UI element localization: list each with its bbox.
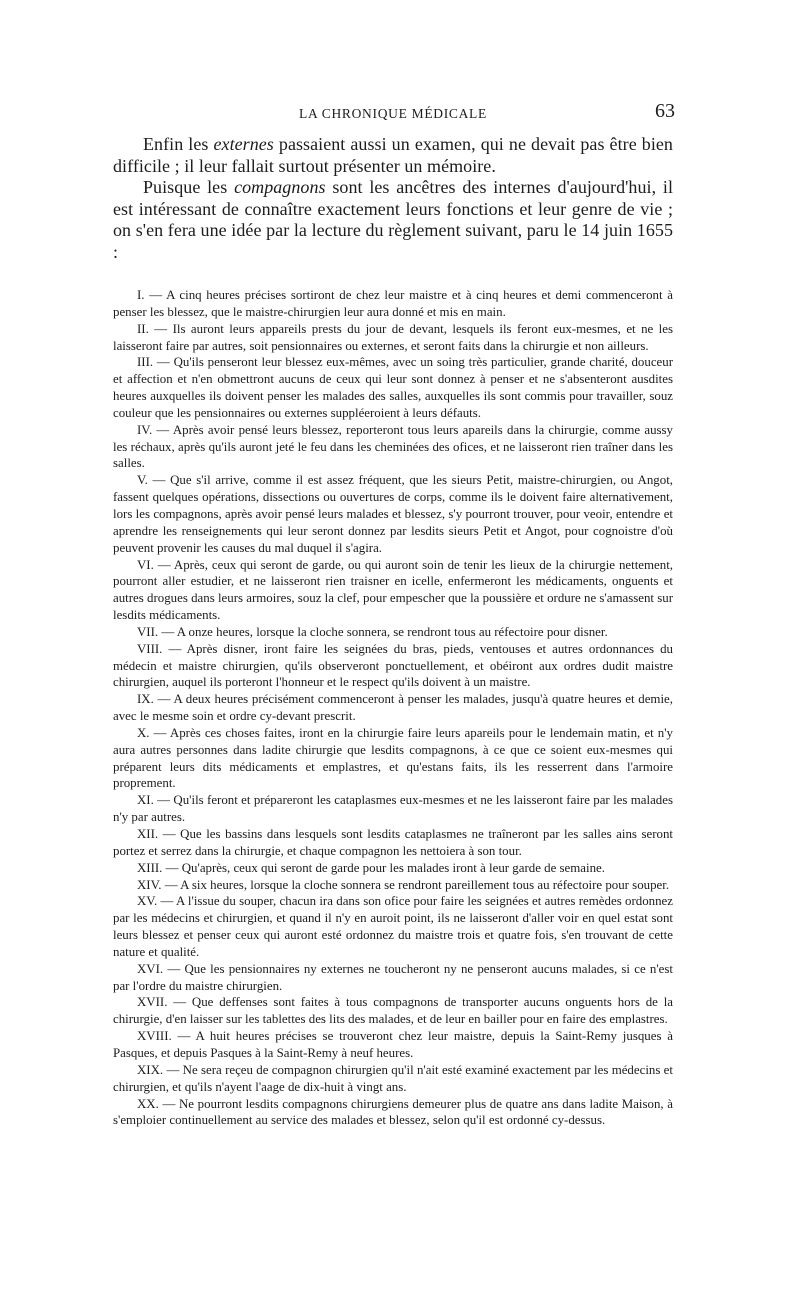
article-10: X. — Après ces choses faites, iront en la chirurgie faire leurs apareils pour le lendemain matin, et n'y aura autres personnes dans ladite chirurgie que lesdits compagnons, à ce que ce soient eux-mesmes qui préparent leurs dits médicaments et emplastres, et qu'estans faits, ils les resserrent dans l'armoire proprement. (113, 725, 673, 791)
article-19: XIX. — Ne sera reçeu de compagnon chirurgien qu'il n'ait esté examiné exactement par les médecins et chirurgien, et qu'ils n'ayent l'aage de dix-huit à vingt ans. (113, 1062, 673, 1094)
article-9: IX. — A deux heures précisément commenceront à penser les malades, jusqu'à quatre heures et demie, avec le mesme soin et ordre cy-devant prescrit. (113, 692, 673, 724)
article-3: III. — Qu'ils penseront leur blessez eux-mêmes, avec un soing très particulier, grande charité, douceur et affection et n'en obmettront aucuns de ceux qui leur sont donnez à penser et ne s'absenteront ausdites heures auxquelles ils doivent penser les malades des salles, auxquelles ils sont commis pour travailler, souz couleur que les pensionnaires ou externes suppléeroient à leurs défauts. (113, 355, 673, 420)
article-8: VIII. — Après disner, iront faire les seignées du bras, pieds, ventouses et autres ordonnances du médecin et maistre chirurgien, qu'ils observeront ponctuellement, et obéiront aux ordres dudit maistre chirurgien, auquel ils porteront l'honneur et le respect qu'ils doivent à un maistre. (113, 641, 673, 690)
article-2: II. — Ils auront leurs appareils prests du jour de devant, lesquels ils feront eux-mesmes, et ne les laisseront faire par autres, soit pensionnaires ou externes, et seront faits dans la chirurgie et non ailleurs. (113, 321, 673, 353)
reglement-articles (113, 287, 673, 1129)
article-15: XV. — A l'issue du souper, chacun ira dans son ofice pour faire les seignées et autres remèdes ordonnez par les médecins et chirurgien, et quand il n'y en auroit point, ils ne laisseront d'aller voir en quel estat sont leurs blessez et penser ceux qui auront esté ordonnez du maistre trois et quatre fois, s'en trouvant de cette nature et qualité. (113, 894, 673, 959)
page-header (113, 100, 673, 134)
article-14: XIV. — A six heures, lorsque la cloche sonnera se rendront pareillement tous au réfectoire pour souper. (137, 877, 670, 892)
running-title: LA CHRONIQUE MÉDICALE (299, 106, 487, 121)
intro-text (113, 134, 673, 263)
article-17: XVII. — Que deffenses sont faites à tous compagnons de transporter aucuns onguents hors de la chirurgie, d'en laisser sur les tablettes des lits des malades, et de leur en bailler pour en faire des emplastres. (113, 995, 673, 1027)
article-4: IV. — Après avoir pensé leurs blessez, reporteront tous leurs apareils dans la chirurgie, comme aussy les réchaux, après qu'ils auront jeté le feu dans les cheminées des ofices, et ne laisseront rien traîner dans les salles. (113, 422, 673, 471)
emphasis-compagnons: compagnons (234, 177, 326, 197)
article-6: VI. — Après, ceux qui seront de garde, ou qui auront soin de tenir les lieux de la chirurgie nettement, pourront aller estudier, et ne laisseront rien traisner en icelle, enfermeront les médicaments, onguents et autres drogues dans leurs armoires, souz la clef, pour empescher que la poussière et ordure ne s'amassent sur lesdits médicaments. (113, 557, 673, 623)
emphasis-externes: externes (213, 134, 274, 154)
intro-paragraph-2: Puisque les compagnons sont les ancêtres des internes d'aujourd'hui, il est intéressant de connaître exactement leurs fonctions et leur genre de vie ; on s'en fera une idée par la lecture du règlement suivant, paru le 14 juin 1655 : (113, 177, 673, 262)
page-number: 63 (655, 100, 675, 122)
article-1: I. — A cinq heures précises sortiront de chez leur maistre et à cinq heures et demi commenceront à penser les blessez, que le maistre-chirurgien leur aura donné et mis en main. (113, 288, 673, 319)
article-16: XVI. — Que les pensionnaires ny externes ne toucheront ny ne penseront aucuns malades, si ce n'est par l'ordre du maistre chirurgien. (113, 961, 673, 993)
article-13: XIII. — Qu'après, ceux qui seront de garde pour les malades iront à leur garde de semaine. (137, 860, 606, 875)
article-20: XX. — Ne pourront lesdits compagnons chirurgiens demeurer plus de quatre ans dans ladite Maison, à s'emploier continuellement au service des malades et blessez, selon qu'il est ordonné cy-dessus. (113, 1096, 673, 1128)
article-11: XI. — Qu'ils feront et prépareront les cataplasmes eux-mesmes et ne les laisseront faire par les malades n'y par autres. (113, 793, 673, 825)
article-18: XVIII. — A huit heures précises se trouveront chez leur maistre, depuis la Saint-Remy jusques à Pasques, et depuis Pasques à la Saint-Remy à neuf heures. (113, 1029, 673, 1060)
article-12: XII. — Que les bassins dans lesquels sont lesdits cataplasmes ne traîneront par les salles ains seront portez et serrez dans la chirurgie, et chaque compagnon les nettoiera à son tour. (113, 827, 673, 858)
article-7: VII. — A onze heures, lorsque la cloche sonnera, se rendront tous au réfectoire pour disner. (137, 624, 608, 639)
intro-paragraph-1: Enfin les externes passaient aussi un examen, qui ne devait pas être bien difficile ; il leur fallait surtout présenter un mémoire. (113, 134, 673, 176)
page (113, 100, 673, 1129)
article-5: V. — Que s'il arrive, comme il est assez fréquent, que les sieurs Petit, maistre-chirurgien, ou Angot, fassent quelques opérations, dissections ou ouvertures de corps, comme ils le doivent faire alternativement, lors les compagnons, après avoir pensé leurs malades et blessez, s'y pourront trouver, pour veoir, entendre et aprendre les renseignements qui leur seront donnez par lesdits sieurs Petit et Angot, pour cognoistre d'où peuvent provenir les causes du mal duquel il s'agira. (113, 473, 673, 555)
